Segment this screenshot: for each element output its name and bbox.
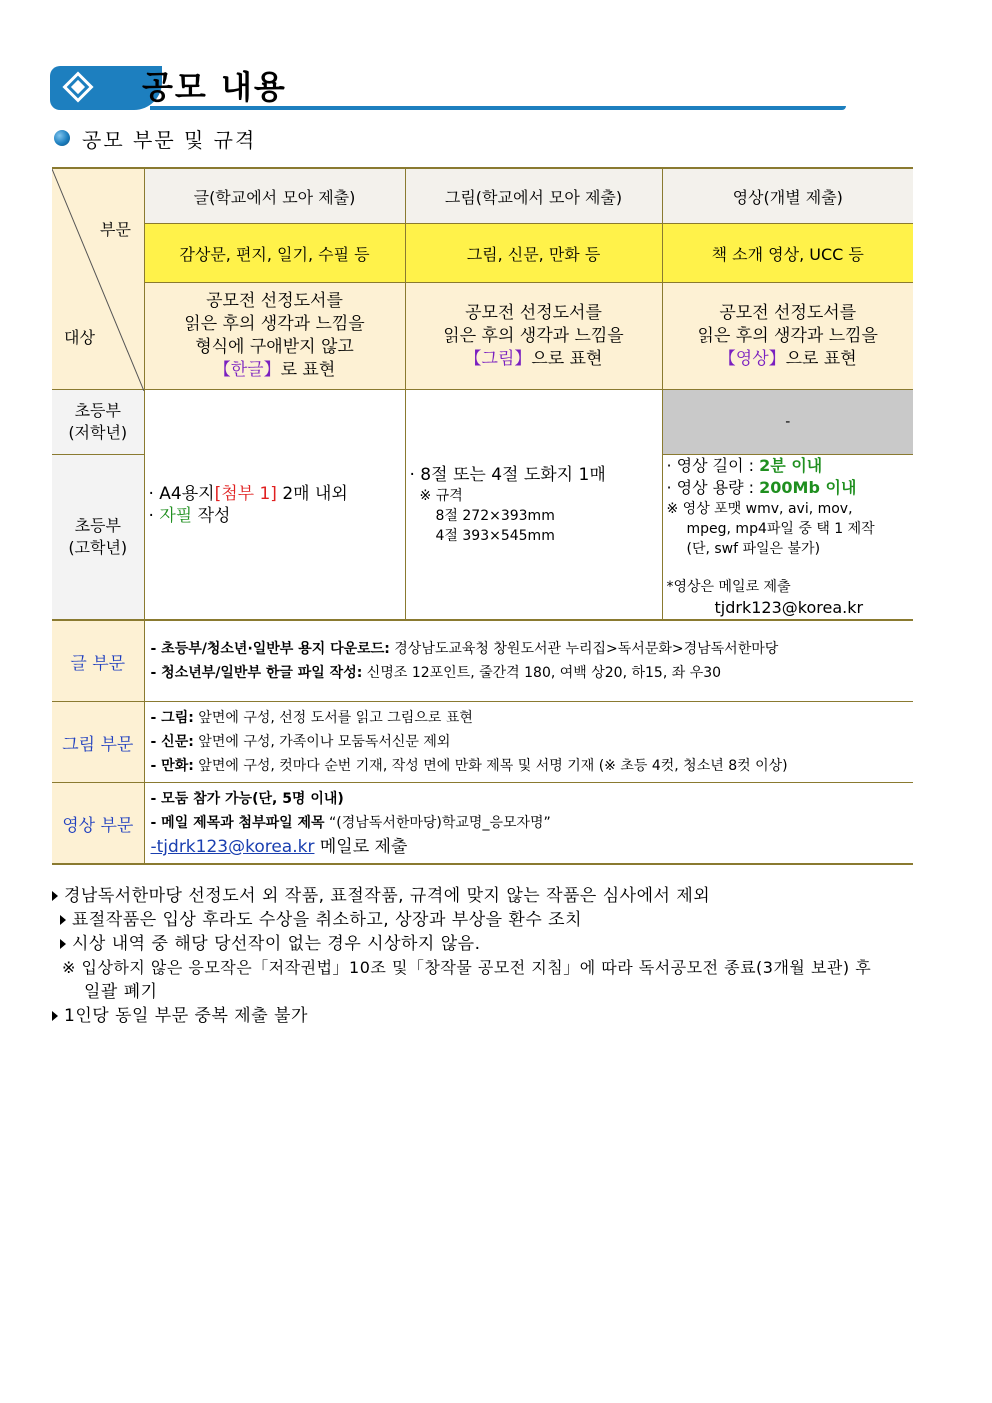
col-head-drawing: 그림(학교에서 모아 제출) (405, 168, 662, 224)
triangle-bullet-icon (52, 1011, 58, 1021)
section-header (50, 62, 846, 114)
corner-cell (52, 168, 144, 390)
section-video-rules: - 모둠 참가 가능(단, 5명 이내) - 메일 제목과 첨부파일 제목 “(경남독서한마당)학교명_응모자명” -tjdrk123@korea.kr 메일로 제출 (144, 783, 913, 865)
col-type-video: 책 소개 영상, UCC 등 (662, 224, 913, 283)
subheader-text: 공모 부문 및 규격 (82, 128, 257, 152)
email-link[interactable]: -tjdrk123@korea.kr (150, 837, 315, 857)
triangle-bullet-icon (52, 891, 58, 901)
spec-video: · 영상 길이 : 2분 이내 · 영상 용량 : 200Mb 이내 ※ 영상 포맷 wmv, avi, mov, mpeg, mp4파일 중 택 1 제작 (단, swf 파일은 불가) *영상은 메일로 제출 tjdrk123@korea.kr (662, 455, 913, 621)
spec-text: · A4용지[첨부 1] 2매 내외 · 자필 작성 (144, 390, 405, 621)
note-item: 시상 내역 중 해당 당선작이 없는 경우 시상하지 않음. (52, 932, 922, 956)
bullet-circle-icon (54, 130, 70, 146)
row-label-elem-high: 초등부 (고학년) (52, 455, 144, 621)
section-label-video: 영상 부문 (52, 783, 144, 865)
target-video: 공모전 선정도서를 읽은 후의 생각과 느낌을 【영상】으로 표현 (662, 283, 913, 390)
note-item: 1인당 동일 부문 중복 제출 불가 (52, 1004, 922, 1028)
triangle-bullet-icon (60, 915, 66, 925)
note-item: 일괄 폐기 (84, 982, 158, 1002)
section-drawing-rules: - 그림: 앞면에 구성, 선정 도서를 읽고 그림으로 표현 - 신문: 앞면에 구성, 가족이나 모둠독서신문 제외 - 만화: 앞면에 구성, 컷마다 순번 기재, 작성 면에 만화 제목 및 서명 기재 (※ 초등 4컷, 청소년 8컷 이상) (144, 702, 913, 783)
section-label-drawing: 그림 부문 (52, 702, 144, 783)
note-item: 표절작품은 입상 후라도 수상을 취소하고, 상장과 부상을 환수 조치 (52, 908, 922, 932)
section-label-text: 글 부문 (52, 620, 144, 702)
notes-list (52, 884, 922, 1028)
triangle-bullet-icon (60, 939, 66, 949)
target-text: 공모전 선정도서를 읽은 후의 생각과 느낌을 형식에 구애받지 않고 【한글】로 표현 (144, 283, 405, 390)
col-head-video: 영상(개별 제출) (662, 168, 913, 224)
note-item: ※ 입상하지 않은 응모작은「저작권법」10조 및「창작물 공모전 지침」에 따라 독서공모전 종료(3개월 보관) 후 (62, 958, 872, 977)
note-item: 경남독서한마당 선정도서 외 작품, 표절작품, 규격에 맞지 않는 작품은 심사에서 제외 (52, 884, 922, 908)
target-drawing: 공모전 선정도서를 읽은 후의 생각과 느낌을 【그림】으로 표현 (405, 283, 662, 390)
section-text-rules: - 초등부/청소년·일반부 용지 다운로드: 경상남도교육청 창원도서관 누리집>독서문화>경남독서한마당 - 청소년부/일반부 한글 파일 작성: 신명조 12포인트, 줄간격 180, 여백 상20, 하15, 좌 우30 (144, 620, 913, 702)
spec-drawing: · 8절 또는 4절 도화지 1매 ※ 규격 8절 272×393mm 4절 393×545mm (405, 390, 662, 621)
row-label-elem-low: 초등부 (저학년) (52, 390, 144, 455)
col-type-text: 감상문, 편지, 일기, 수필 등 (144, 224, 405, 283)
corner-bottom-label: 대상 (64, 328, 95, 347)
page-title: 공모 내용 (142, 68, 287, 106)
diagonal-line (52, 169, 144, 391)
corner-top-label: 부문 (100, 220, 131, 239)
video-mail-address: tjdrk123@korea.kr (714, 598, 864, 617)
col-type-drawing: 그림, 신문, 만화 등 (405, 224, 662, 283)
spec-video-low: - (662, 390, 913, 455)
col-head-text: 글(학교에서 모아 제출) (144, 168, 405, 224)
contest-table (52, 167, 913, 865)
